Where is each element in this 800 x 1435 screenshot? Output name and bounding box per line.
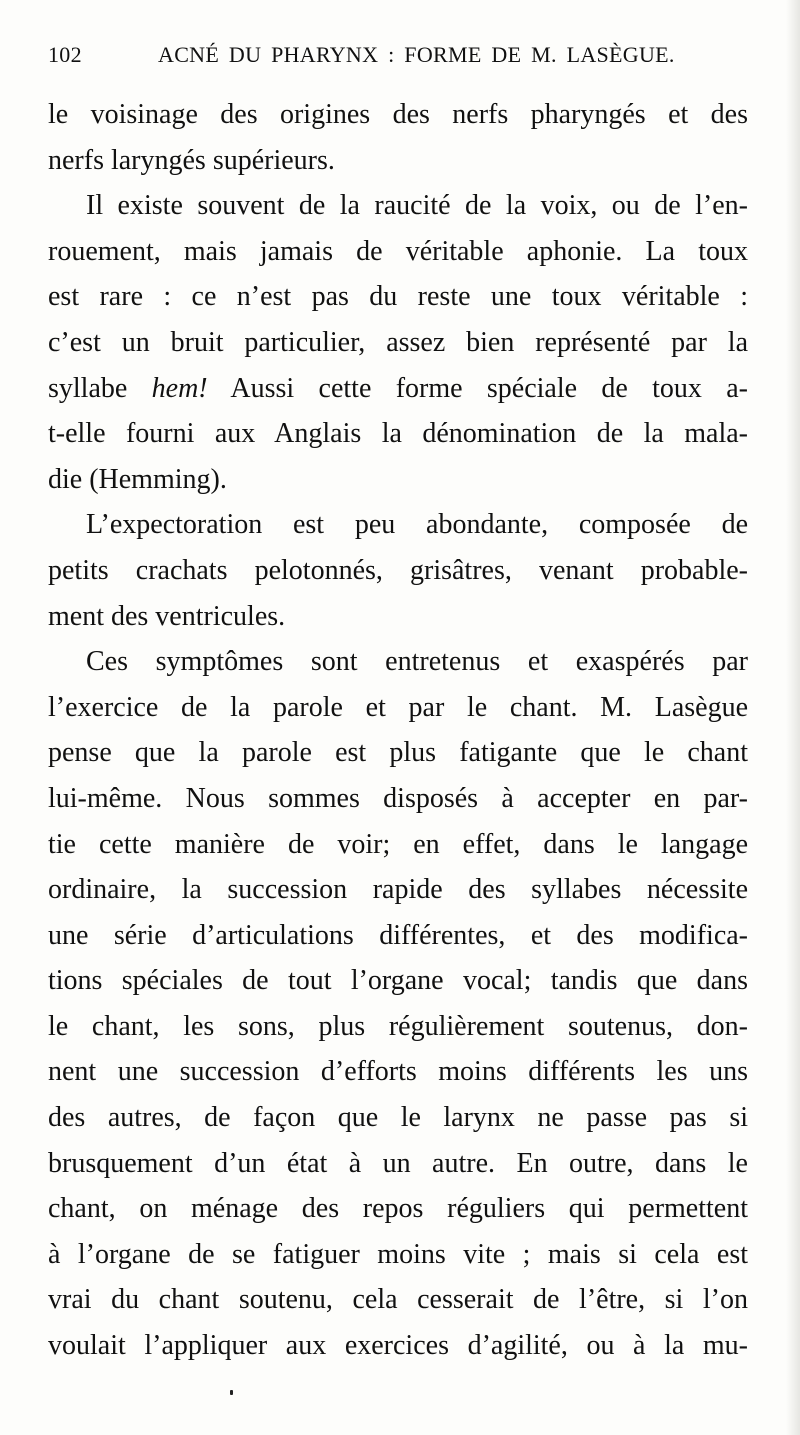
text-line: c’est un bruit particulier, assez bien représenté par la <box>48 326 748 358</box>
text-line: brusquement d’un état à un autre. En outre, dans le <box>48 1147 748 1179</box>
text-line: Ces symptômes sont entretenus et exaspérés par <box>86 646 748 678</box>
text-line: nerfs laryngés supérieurs. <box>48 144 335 176</box>
text-line: des autres, de façon que le larynx ne passe pas si <box>48 1102 748 1134</box>
body-text <box>48 92 748 1369</box>
text-line: est rare : ce n’est pas du reste une toux véritable : <box>48 281 748 313</box>
page-header <box>48 42 748 78</box>
text-line: vrai du chant soutenu, cela cesserait de l’être, si l’on <box>48 1284 748 1316</box>
text-line: tie cette manière de voir; en effet, dans le langage <box>48 828 748 860</box>
text-line: le voisinage des origines des nerfs pharyngés et des <box>48 99 748 130</box>
text-line: nent une succession d’efforts moins différents les uns <box>48 1056 748 1088</box>
text-line: Il existe souvent de la raucité de la voix, ou de l’en- <box>86 190 748 222</box>
text-line: die (Hemming). <box>48 463 227 495</box>
text-line: rouement, mais jamais de véritable aphonie. La toux <box>48 235 748 267</box>
text-line: t-elle fourni aux Anglais la dénomination de la mala- <box>48 418 748 450</box>
page-edge-shadow <box>786 0 800 1435</box>
text-line: l’exercice de la parole et par le chant. M. Lasègue <box>48 691 748 723</box>
italic-word: hem! <box>151 372 208 404</box>
text-line: lui-même. Nous sommes disposés à accepter en par- <box>48 782 748 814</box>
text-line: ordinaire, la succession rapide des syllabes nécessite <box>48 874 748 906</box>
text-line: voulait l’appliquer aux exercices d’agilité, ou à la mu- <box>48 1330 748 1362</box>
page-number: 102 <box>48 42 82 67</box>
text-line: chant, on ménage des repos réguliers qui permettent <box>48 1193 748 1225</box>
text-fragment: Aussi cette forme spéciale de toux a- <box>230 372 748 404</box>
text-line: à l’organe de se fatiguer moins vite ; mais si cela est <box>48 1238 748 1270</box>
text-line: ment des ventricules. <box>48 600 286 632</box>
text-line: tions spéciales de tout l’organe vocal; tandis que dans <box>48 965 748 997</box>
text-line: pense que la parole est plus fatigante que le chant <box>48 737 748 769</box>
text-line: une série d’articulations différentes, et des modifica- <box>48 919 748 951</box>
text-line <box>48 366 748 412</box>
text-line: le chant, les sons, plus régulièrement soutenus, don- <box>48 1010 748 1042</box>
text-line: petits crachats pelotonnés, grisâtres, venant probable- <box>48 554 748 586</box>
running-head: ACNÉ DU PHARYNX : FORME DE M. LASÈGUE. <box>158 42 675 67</box>
text-fragment: syllabe <box>48 372 128 404</box>
text-line: L’expectoration est peu abondante, composée de <box>86 509 748 541</box>
ink-speck <box>230 1390 233 1395</box>
